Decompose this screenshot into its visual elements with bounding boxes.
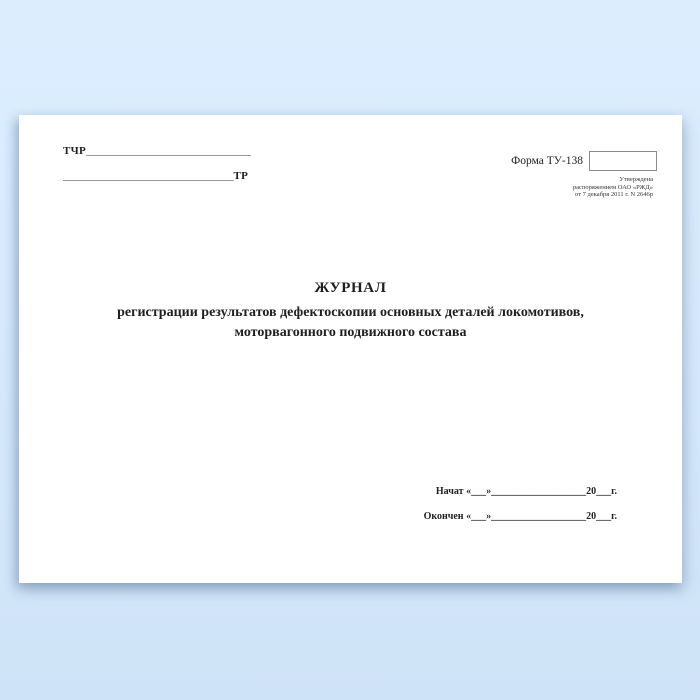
tr-label: ТР <box>233 170 249 182</box>
form-number-row <box>511 151 657 171</box>
tr-blank-line: _______________________________ <box>63 170 234 182</box>
depot-block <box>63 146 251 182</box>
journal-title-block <box>19 280 682 343</box>
approval-note <box>573 176 653 199</box>
depot-line-tr <box>63 171 251 182</box>
approval-line-2: распоряжением ОАО «РЖД» <box>572 183 653 191</box>
depot-line-tchr <box>63 146 251 157</box>
approval-line-3: от 7 декабря 2011 г. N 2646р <box>575 191 653 199</box>
journal-heading: ЖУРНАЛ <box>314 280 387 296</box>
approval-line-1: Утверждена <box>619 176 653 183</box>
tchr-label: ТЧР <box>63 145 87 157</box>
form-number-box <box>589 151 657 171</box>
finished-line: Окончен «___»___________________20___г. <box>423 511 617 522</box>
journal-subtitle-line1: регистрации результатов дефектоскопии основных деталей локомотивов, <box>117 305 584 320</box>
tchr-blank-line: ______________________________ <box>86 145 252 157</box>
started-line: Начат «___»___________________20___г. <box>435 486 617 497</box>
form-number-label: Форма ТУ-138 <box>511 155 583 167</box>
journal-subtitle-line2: моторвагонного подвижного состава <box>234 325 467 340</box>
journal-cover-page <box>19 115 682 583</box>
dates-block <box>424 486 617 522</box>
